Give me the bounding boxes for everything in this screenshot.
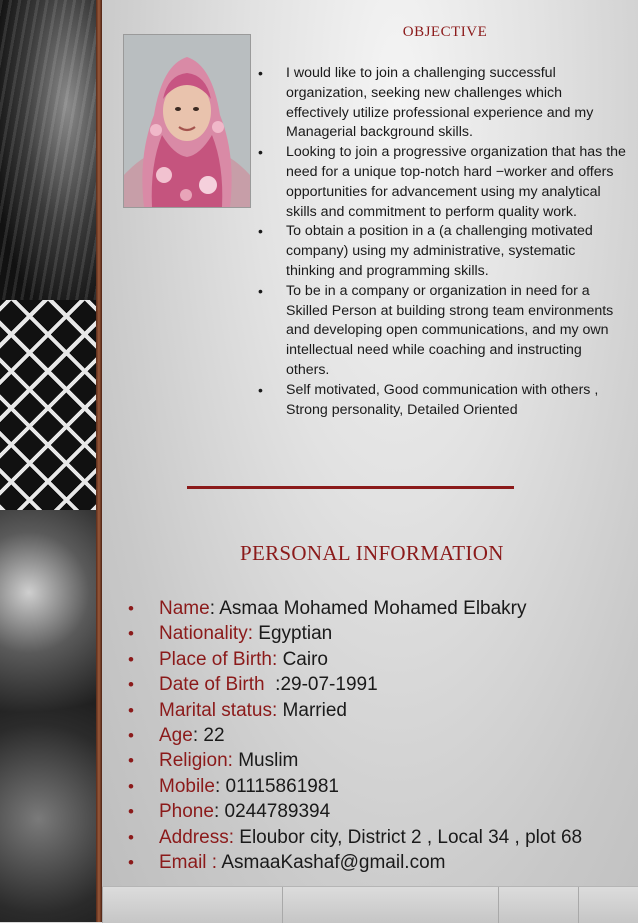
bullet: • <box>128 776 134 796</box>
objective-item-text: To be in a company or organization in need for a Skilled Person at building strong team environments and developing open communications, and my own intellectual need while coaching and instructing others. <box>286 282 614 378</box>
bullet: • <box>128 675 134 695</box>
info-value: 01115861981 <box>225 775 339 797</box>
info-separator: : <box>264 674 281 696</box>
info-label: Marital status: <box>159 699 278 721</box>
bullet: • <box>258 381 263 398</box>
info-separator: : <box>209 598 220 619</box>
info-label: Date of Birth <box>159 674 265 696</box>
info-value: AsmaaKashaf@gmail.com <box>221 852 446 874</box>
info-row-marital-status <box>128 698 628 723</box>
info-separator: : <box>192 725 204 747</box>
info-row-age <box>128 723 628 748</box>
bullet: • <box>128 726 134 746</box>
bullet: • <box>128 827 134 847</box>
objective-item <box>256 222 628 281</box>
info-label: Age <box>159 725 193 747</box>
info-label: Nationality: <box>159 623 253 645</box>
objective-item <box>256 381 628 421</box>
profile-photo <box>123 34 251 208</box>
info-label: Place of Birth: <box>159 648 278 670</box>
info-value: Muslim <box>238 750 299 772</box>
info-label: Phone <box>159 801 214 823</box>
info-value: 22 <box>203 725 225 747</box>
objective-item <box>256 143 628 222</box>
info-value: Eloubor city, District 2 , Local 34 , plot 68 <box>239 826 583 848</box>
bullet: • <box>128 599 134 618</box>
objective-item <box>256 64 628 143</box>
objective-item-text: Self motivated, Good communication with others , Strong personality, Detailed Oriented <box>286 381 599 418</box>
bullet: • <box>258 144 263 161</box>
decorative-image-strip <box>0 0 96 922</box>
personal-info-list <box>128 596 628 875</box>
decorative-image-bottom <box>0 510 96 922</box>
bullet: • <box>128 802 134 822</box>
objective-heading: OBJECTIVE <box>402 24 488 40</box>
decorative-image-top <box>0 0 96 300</box>
info-value: 29-07-1991 <box>280 674 378 696</box>
info-label: Name <box>159 598 210 619</box>
info-label: Mobile <box>159 775 215 797</box>
objective-list <box>256 64 628 420</box>
info-label: Address: <box>159 826 234 848</box>
info-row-nationality <box>128 621 628 646</box>
info-row-name <box>128 596 628 621</box>
info-separator: : <box>214 775 226 797</box>
info-value: Asmaa Mohamed Mohamed Elbakry <box>219 598 527 619</box>
info-label: Email : <box>159 852 218 874</box>
section-divider <box>187 486 514 489</box>
bullet: • <box>128 649 134 669</box>
personal-info-heading: PERSONAL INFORMATION <box>240 541 504 565</box>
objective-item-text: Looking to join a progressive organization that has the need for a unique top-notch hard −worker and offers opportunities for advancement using my analytical skills and commitment to perform quality work. <box>286 144 626 220</box>
footer-tile <box>102 887 283 923</box>
info-row-mobile <box>128 774 628 799</box>
info-value: Married <box>282 699 347 721</box>
info-row-place-of-birth <box>128 647 628 672</box>
objective-item <box>256 282 628 381</box>
bullet: • <box>258 282 263 299</box>
info-row-date-of-birth <box>128 672 628 697</box>
bullet: • <box>128 751 134 771</box>
info-value: Egyptian <box>258 623 333 645</box>
footer-tile <box>578 887 638 923</box>
info-value: Cairo <box>282 648 328 670</box>
objective-item-text: To obtain a position in a (a challenging motivated company) using my administrative, systematic thinking and programming skills. <box>286 223 593 279</box>
footer-decoration <box>102 886 638 923</box>
info-row-email <box>128 850 628 875</box>
info-label: Religion: <box>159 750 233 772</box>
info-separator: : <box>213 801 225 823</box>
bullet: • <box>258 65 263 81</box>
info-row-religion <box>128 748 628 773</box>
bullet: • <box>128 700 134 720</box>
bullet: • <box>128 624 134 644</box>
footer-tile <box>282 887 499 923</box>
info-row-phone <box>128 799 628 824</box>
info-row-address <box>128 825 628 850</box>
bullet: • <box>128 853 134 873</box>
info-value: 0244789394 <box>224 801 331 823</box>
bullet: • <box>258 223 263 240</box>
footer-tile <box>498 887 579 923</box>
decorative-image-lattice <box>0 300 96 510</box>
objective-item-text: I would like to join a challenging successful organization, seeking new challenges which effectively utilize professional experience and my Managerial background skills. <box>286 65 594 141</box>
